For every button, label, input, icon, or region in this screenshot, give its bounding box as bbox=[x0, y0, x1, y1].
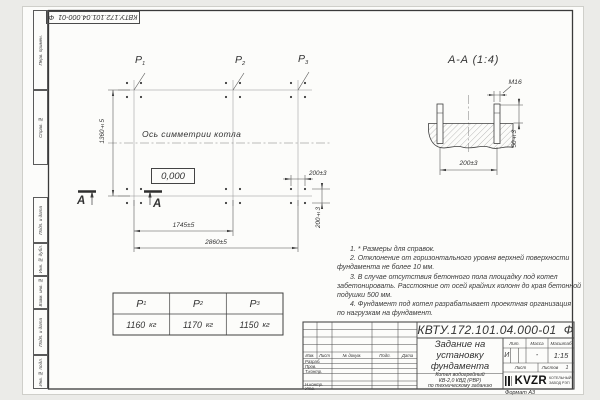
tb-mass-header: Масса bbox=[530, 340, 544, 346]
anchor-bolt-left bbox=[437, 104, 443, 144]
margin-field-podp-data-2: Подп. и дата bbox=[33, 309, 48, 355]
tb-row-prov: Пров. bbox=[305, 364, 317, 369]
margin-field-inv-dubl: Инв. № дубл. bbox=[33, 243, 48, 276]
anchor-bolt-right bbox=[494, 104, 500, 144]
boiler-symmetry-axis-label: Ось симметрии котла bbox=[142, 129, 242, 139]
tb-lit-header: Лит. bbox=[509, 340, 520, 346]
note-line: 4. Фундамент под котел разрабатывает проектная организация bbox=[350, 301, 572, 309]
load-point-label-p2: $Р_2$ bbox=[235, 54, 246, 68]
elevation-mark: 0,000 bbox=[151, 168, 195, 184]
load-table-value-p2: 1170 кг bbox=[182, 319, 214, 330]
margin-field-sprav-no: Справ. № bbox=[33, 90, 48, 165]
dim-1745: 1745±5 bbox=[172, 222, 195, 229]
note-line: 1. * Размеры для справок. bbox=[350, 246, 435, 253]
section-letter-right: А bbox=[153, 198, 162, 210]
tb-row-utv: Утв. bbox=[305, 385, 315, 391]
tb-row-tkontr: Т.контр. bbox=[305, 369, 323, 374]
margin-field-vzam-inv: Взам. инв. № bbox=[33, 276, 48, 309]
technical-notes bbox=[337, 245, 581, 319]
dim-200-vertical: 200±3 bbox=[314, 207, 322, 229]
tb-scale-header: Масштаб bbox=[550, 340, 572, 346]
load-table-header-p2: Р 2 bbox=[192, 297, 204, 310]
dim-2860: 2860±5 bbox=[205, 239, 227, 246]
note-line: 3. В случае отсутствия бетонного пола площадку под котел bbox=[350, 273, 558, 281]
product-name: Котел водогрейный КВ-2,0 КВД (РВР) по техническому заданию bbox=[427, 371, 493, 390]
tb-scale-value: 1:15 bbox=[553, 351, 569, 360]
note-line: фундамента не более 10 мм. bbox=[337, 264, 435, 272]
drawing-title: Задание на установку фундамента bbox=[430, 339, 490, 372]
tb-row-nkontr: Н.контр. bbox=[305, 381, 324, 387]
section-cut-marks bbox=[78, 191, 162, 206]
tb-sheets-label: Листов bbox=[541, 365, 559, 370]
logo-caption: КОТЕЛЬНЫЙ ЗАВОД РЭП bbox=[548, 376, 572, 385]
section-view-geometry bbox=[429, 95, 514, 152]
tb-col-data: Дата bbox=[401, 352, 414, 358]
note-line: 2. Отклонение от горизонтального уровня верхней поверхности bbox=[350, 255, 570, 263]
load-table-header-p3: Р 3 bbox=[249, 297, 260, 310]
tb-sheets-value: 1 bbox=[565, 364, 569, 371]
dim-1360: 1360±5 bbox=[99, 119, 106, 144]
margin-field-inv-podl: Инв. № подл. bbox=[33, 355, 48, 389]
dim-200-section: 200±3 bbox=[459, 160, 478, 167]
load-table-value-p3: 1150 кг bbox=[239, 319, 270, 330]
tb-sheet-label: Лист bbox=[514, 365, 527, 370]
tb-col-doc: № докум. bbox=[342, 352, 362, 358]
tb-col-podp: Подп. bbox=[379, 352, 391, 358]
load-point-label-p1: $Р_1$ bbox=[135, 54, 146, 68]
note-line: подушки 500 мм. bbox=[337, 292, 393, 300]
tb-mass-value: - bbox=[535, 352, 539, 359]
plan-axes bbox=[108, 80, 332, 206]
section-letter-left: А bbox=[77, 195, 86, 207]
section-view-title: А-А (1:4) bbox=[448, 54, 500, 66]
doc-number-top: КВТУ.172.101.04.000-01 Ф bbox=[48, 13, 138, 22]
plan-leader-lines bbox=[134, 72, 309, 90]
logo-text: KVZR bbox=[514, 374, 547, 387]
format-label: Формат А3 bbox=[505, 390, 536, 396]
dim-200-horizontal: 200±3 bbox=[309, 170, 327, 177]
thread-label-m16: М16 bbox=[508, 79, 522, 86]
load-point-label-p3: $Р_3$ bbox=[298, 53, 309, 67]
note-line: забетонировать. Расстояние от осей крайних колонн до края бетонной bbox=[337, 282, 582, 290]
note-line: по нагрузкам на фундамент. bbox=[337, 310, 433, 318]
tb-col-list: Лист bbox=[318, 352, 331, 358]
doc-number-title-block: КВТУ.172.101.04.000-01 Ф bbox=[417, 323, 574, 337]
margin-field-perv-primen: Перв. примен. bbox=[33, 10, 48, 90]
tb-col-izm: Изм. bbox=[305, 352, 315, 358]
dim-50-section: 50±3 bbox=[510, 130, 518, 148]
tb-lit-value: И bbox=[504, 352, 510, 359]
logo-bars-icon bbox=[505, 376, 512, 386]
load-table-header-p1: Р 1 bbox=[136, 297, 147, 310]
tb-row-razrab: Разраб. bbox=[305, 359, 321, 364]
margin-field-podp-data-1: Подп. и дата bbox=[33, 197, 48, 243]
load-table-value-p1: 1160 кг bbox=[126, 319, 157, 330]
doc-number-top-box bbox=[46, 11, 140, 24]
company-logo bbox=[503, 372, 574, 389]
